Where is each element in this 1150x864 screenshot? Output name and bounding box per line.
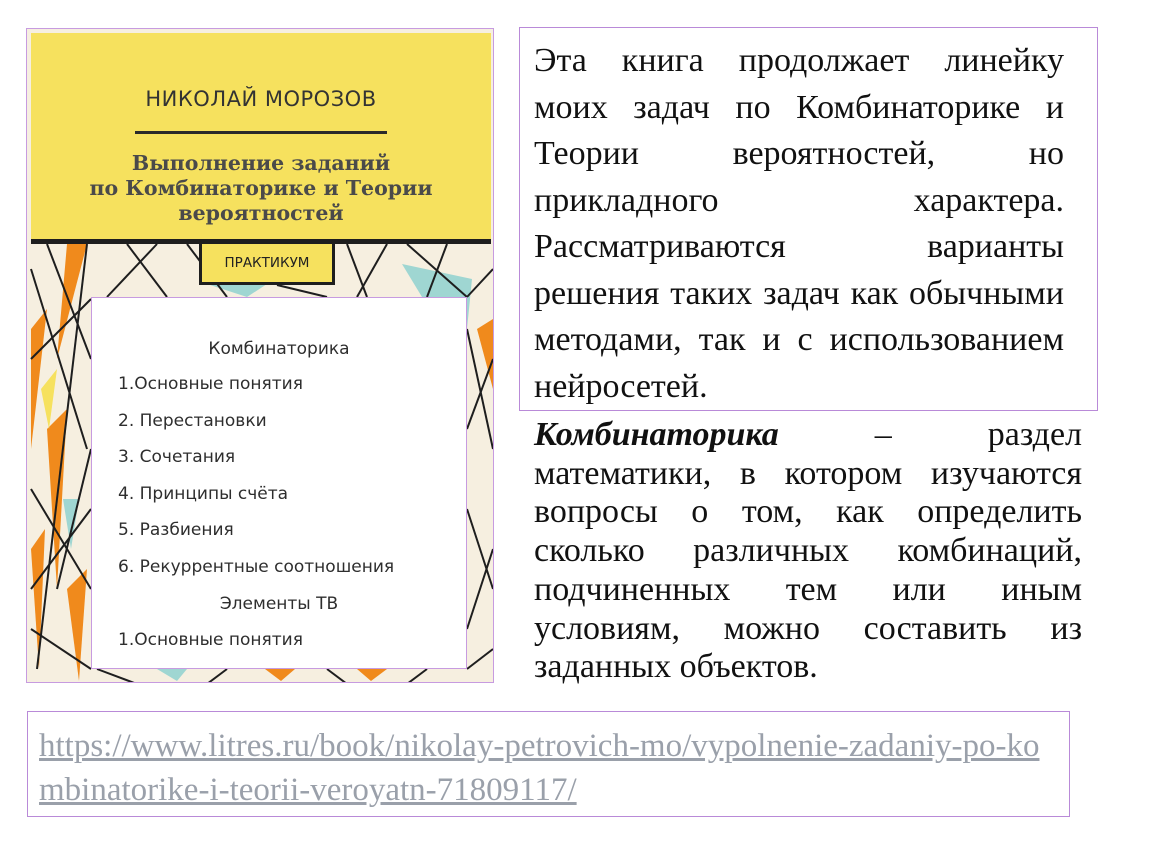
toc-heading: Комбинаторика — [208, 339, 350, 359]
toc-item: 1.Основные понятия — [118, 630, 303, 650]
cover-tag: ПРАКТИКУМ — [199, 241, 335, 285]
cover-author: НИКОЛАЙ МОРОЗОВ — [145, 87, 377, 111]
toc-item: 2. Перестановки — [118, 411, 267, 431]
description-text: Эта книга продолжает линейку моих задач по Комбинаторике и Теории вероятностей, но прикладного характера. Рассматриваются варианты решения таких задач как обычными методами, так и с использованием нейросетей. — [534, 42, 1064, 405]
toc-item: 3. Сочетания — [118, 447, 236, 467]
definition-term: Комбинаторика — [534, 416, 779, 453]
definition-text — [534, 416, 1082, 687]
toc-item: 6. Рекуррентные соотношения — [118, 557, 395, 577]
book-link[interactable]: https://www.litres.ru/book/nikolay-petrovich-mo/vypolnenie-zadaniy-po-kombinatorike-i-teorii-veroyatn-71809117/ — [39, 728, 1040, 808]
toc-item: 4. Принципы счёта — [118, 484, 289, 504]
cover-title: Выполнение заданий по Комбинаторике и Теории вероятностей — [89, 151, 433, 225]
description-box — [519, 27, 1098, 411]
cover-title-panel — [31, 33, 491, 239]
book-cover-image — [26, 28, 494, 683]
toc-panel — [91, 297, 467, 669]
toc-heading: Элементы ТВ — [219, 594, 339, 614]
toc-item: 5. Разбиения — [118, 520, 234, 540]
link-box — [27, 711, 1070, 817]
toc-item: 1.Основные понятия — [118, 374, 303, 394]
definition-body: – раздел математики, в котором изучаются вопросы о том, как определить сколько различных комбинаций, подчиненных тем или иным условиям, можно составить из заданных объектов. — [534, 416, 1082, 686]
cover-divider — [135, 131, 387, 134]
